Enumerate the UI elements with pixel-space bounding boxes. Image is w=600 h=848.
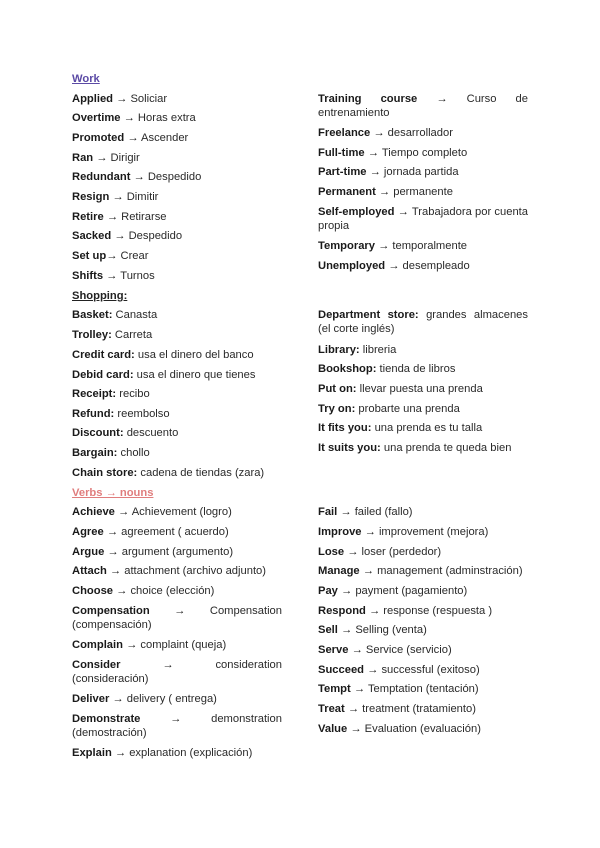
term: It fits you:	[318, 422, 372, 434]
list-item	[72, 545, 282, 559]
term: Serve	[318, 644, 349, 656]
list-item	[72, 505, 282, 519]
term: Tempt	[318, 683, 351, 695]
definition: usa el dinero que tienes	[136, 369, 256, 381]
list-item	[318, 525, 528, 539]
definition: Curso de entrenamiento	[318, 93, 528, 119]
list-item	[318, 205, 528, 233]
term: Pay	[318, 585, 338, 597]
term: Demonstrate	[72, 713, 141, 725]
term: Unemployed	[318, 260, 386, 272]
list-item	[318, 604, 528, 618]
term: Debid card:	[72, 369, 134, 381]
term: Promoted	[72, 132, 125, 144]
term: Overtime	[72, 112, 121, 124]
definition: successful (exitoso)	[381, 664, 480, 676]
definition: Compensation (compensación)	[72, 605, 282, 631]
definition: choice (elección)	[130, 585, 215, 597]
term: Bookshop:	[318, 363, 377, 375]
separator: →	[364, 664, 382, 676]
section-title-verbs-nouns: Verbs → nouns	[72, 487, 154, 499]
definition: demonstration (demostración)	[72, 713, 282, 739]
definition: Trabajadora por cuenta propia	[318, 206, 528, 232]
separator: →	[113, 585, 131, 597]
term: Fail	[318, 506, 338, 518]
definition: payment (pagamiento)	[355, 585, 468, 597]
list-item	[72, 328, 282, 342]
term: Department store:	[318, 309, 419, 321]
separator: →	[103, 211, 122, 223]
separator: →	[337, 585, 356, 597]
list-item	[72, 151, 282, 165]
definition: explanation (explicación)	[129, 747, 253, 759]
definition: Despedido	[128, 230, 183, 242]
list-item	[318, 402, 528, 416]
list-item	[318, 126, 528, 140]
definition: desempleado	[402, 260, 470, 272]
separator: →	[140, 713, 212, 725]
separator: →	[361, 526, 379, 538]
term: Respond	[318, 605, 366, 617]
definition: Horas extra	[137, 112, 196, 124]
list-item	[318, 682, 528, 696]
separator	[419, 309, 426, 321]
list-item	[318, 146, 528, 160]
separator: →	[375, 240, 393, 252]
definition: Service (servicio)	[365, 644, 452, 656]
definition: recibo	[119, 388, 150, 400]
list-item	[318, 584, 528, 598]
term: Resign	[72, 191, 110, 203]
definition: tienda de libros	[379, 363, 456, 375]
separator: →	[364, 147, 382, 159]
list-item	[72, 525, 282, 539]
definition: probarte una prenda	[358, 403, 460, 415]
term: Put on:	[318, 383, 357, 395]
definition: Tiempo completo	[381, 147, 468, 159]
term: Redundant	[72, 171, 131, 183]
list-item	[72, 658, 282, 686]
list-item	[72, 229, 282, 243]
separator: →	[344, 703, 363, 715]
list-item	[318, 259, 528, 273]
list-item	[318, 382, 528, 396]
definition: Despedido	[147, 171, 202, 183]
list-item	[72, 426, 282, 440]
term: Chain store:	[72, 467, 138, 479]
definition: jornada partida	[383, 166, 459, 178]
term: Attach	[72, 565, 107, 577]
separator: →	[344, 546, 362, 558]
separator: →	[113, 93, 131, 105]
separator: →	[109, 191, 127, 203]
definition: failed (fallo)	[354, 506, 413, 518]
list-item	[72, 387, 282, 401]
separator: →	[111, 747, 130, 759]
definition: llevar puesta una prenda	[359, 383, 483, 395]
separator: →	[366, 166, 384, 178]
term: It suits you:	[318, 442, 381, 454]
term: Credit card:	[72, 349, 135, 361]
separator: →	[104, 546, 122, 558]
term: Sacked	[72, 230, 112, 242]
separator: →	[417, 93, 467, 105]
term: Explain	[72, 747, 112, 759]
term: Manage	[318, 565, 360, 577]
list-item	[72, 466, 282, 480]
separator: →	[111, 230, 129, 242]
definition: una prenda es tu talla	[374, 422, 483, 434]
term: Discount:	[72, 427, 124, 439]
separator: →	[370, 127, 388, 139]
list-item	[318, 362, 528, 376]
definition: reembolso	[117, 408, 170, 420]
separator: →	[375, 186, 394, 198]
section-title-shopping: Shopping:	[72, 290, 128, 302]
list-item	[72, 269, 282, 283]
definition: Soliciar	[130, 93, 168, 105]
list-item	[72, 712, 282, 740]
definition: Evaluation (evaluación)	[364, 723, 481, 735]
definition: consideration (consideración)	[72, 659, 282, 685]
list-item	[72, 446, 282, 460]
list-item	[318, 185, 528, 199]
definition: libreria	[362, 344, 397, 356]
term: Ran	[72, 152, 94, 164]
list-item	[72, 564, 282, 578]
term: Trolley:	[72, 329, 112, 341]
term: Try on:	[318, 403, 356, 415]
term: Succeed	[318, 664, 365, 676]
separator: →	[149, 605, 210, 617]
term: Set up	[72, 250, 107, 262]
definition: complaint (queja)	[140, 639, 227, 651]
definition: chollo	[120, 447, 150, 459]
term: Complain	[72, 639, 123, 651]
list-item	[72, 131, 282, 145]
term: Part-time	[318, 166, 367, 178]
list-item	[72, 407, 282, 421]
list-item	[72, 604, 282, 632]
list-item	[318, 505, 528, 519]
definition: Dimitir	[126, 191, 159, 203]
list-item	[72, 584, 282, 598]
definition: Carreta	[114, 329, 153, 341]
separator: →	[93, 152, 111, 164]
definition: argument (argumento)	[121, 546, 234, 558]
list-item	[318, 165, 528, 179]
separator: →	[103, 526, 122, 538]
definition: agreement ( acuerdo)	[121, 526, 229, 538]
term: Basket:	[72, 309, 113, 321]
list-item	[318, 343, 528, 357]
definition: management (adminstración)	[377, 565, 523, 577]
list-item	[72, 210, 282, 224]
definition: cadena de tiendas (zara)	[140, 467, 265, 479]
definition: Ascender	[141, 132, 189, 144]
term: Retire	[72, 211, 104, 223]
separator: →	[120, 112, 138, 124]
definition: Temptation (tentación)	[367, 683, 479, 695]
separator: →	[120, 659, 216, 671]
list-item	[318, 92, 528, 120]
term: Argue	[72, 546, 105, 558]
list-item	[318, 441, 528, 455]
term: Choose	[72, 585, 114, 597]
list-item	[318, 623, 528, 637]
separator: →	[114, 506, 132, 518]
term: Improve	[318, 526, 362, 538]
list-item	[318, 722, 528, 736]
definition: loser (perdedor)	[361, 546, 442, 558]
separator: →	[365, 605, 384, 617]
list-item	[72, 170, 282, 184]
list-item	[72, 92, 282, 106]
term: Treat	[318, 703, 345, 715]
definition: descuento	[126, 427, 179, 439]
term: Agree	[72, 526, 104, 538]
term: Bargain:	[72, 447, 118, 459]
definition: Turnos	[120, 270, 155, 282]
term: Training course	[318, 93, 418, 105]
list-item	[72, 348, 282, 362]
term: Achieve	[72, 506, 115, 518]
term: Refund:	[72, 408, 115, 420]
list-item	[72, 308, 282, 322]
separator: →	[103, 270, 121, 282]
definition: Crear	[120, 250, 149, 262]
list-item	[318, 545, 528, 559]
definition: improvement (mejora)	[378, 526, 489, 538]
definition: grandes almacenes (el corte inglés)	[318, 309, 528, 335]
list-item	[72, 692, 282, 706]
term: Shifts	[72, 270, 104, 282]
definition: Retirarse	[121, 211, 167, 223]
definition: response (respuesta )	[383, 605, 493, 617]
separator: →	[124, 132, 142, 144]
definition: Dirigir	[110, 152, 140, 164]
separator: →	[359, 565, 378, 577]
list-item	[318, 308, 528, 336]
term: Compensation	[72, 605, 150, 617]
definition: permanente	[393, 186, 453, 198]
list-item	[72, 746, 282, 760]
separator: →	[130, 171, 148, 183]
term: Full-time	[318, 147, 365, 159]
term: Deliver	[72, 693, 110, 705]
term: Library:	[318, 344, 360, 356]
list-item	[72, 368, 282, 382]
term: Temporary	[318, 240, 375, 252]
term: Value	[318, 723, 348, 735]
separator: →	[348, 644, 366, 656]
separator: →	[337, 624, 356, 636]
definition: delivery ( entrega)	[126, 693, 217, 705]
list-item	[318, 702, 528, 716]
list-item	[72, 111, 282, 125]
term: Receipt:	[72, 388, 117, 400]
section-title-work: Work	[72, 73, 100, 85]
list-item	[72, 190, 282, 204]
term: Freelance	[318, 127, 371, 139]
term: Consider	[72, 659, 121, 671]
term: Lose	[318, 546, 345, 558]
term: Sell	[318, 624, 338, 636]
separator: →	[394, 206, 412, 218]
separator: →	[347, 723, 365, 735]
definition: Achievement (logro)	[131, 506, 232, 518]
definition: Selling (venta)	[355, 624, 427, 636]
list-item	[318, 421, 528, 435]
list-item	[318, 643, 528, 657]
definition: Canasta	[115, 309, 158, 321]
term: Applied	[72, 93, 114, 105]
definition: attachment (archivo adjunto)	[124, 565, 267, 577]
term: Permanent	[318, 186, 376, 198]
separator: →	[122, 639, 141, 651]
definition: usa el dinero del banco	[137, 349, 254, 361]
separator: →	[109, 693, 127, 705]
list-item	[318, 564, 528, 578]
definition: desarrollador	[387, 127, 453, 139]
separator: →	[106, 565, 125, 577]
list-item	[72, 638, 282, 652]
definition: una prenda te queda bien	[383, 442, 512, 454]
list-item	[72, 249, 282, 263]
definition: temporalmente	[392, 240, 468, 252]
separator: →	[106, 250, 121, 262]
separator: →	[337, 506, 355, 518]
list-item	[318, 239, 528, 253]
separator: →	[350, 683, 368, 695]
separator: →	[385, 260, 403, 272]
list-item	[318, 663, 528, 677]
term: Self-employed	[318, 206, 395, 218]
definition: treatment (tratamiento)	[362, 703, 476, 715]
